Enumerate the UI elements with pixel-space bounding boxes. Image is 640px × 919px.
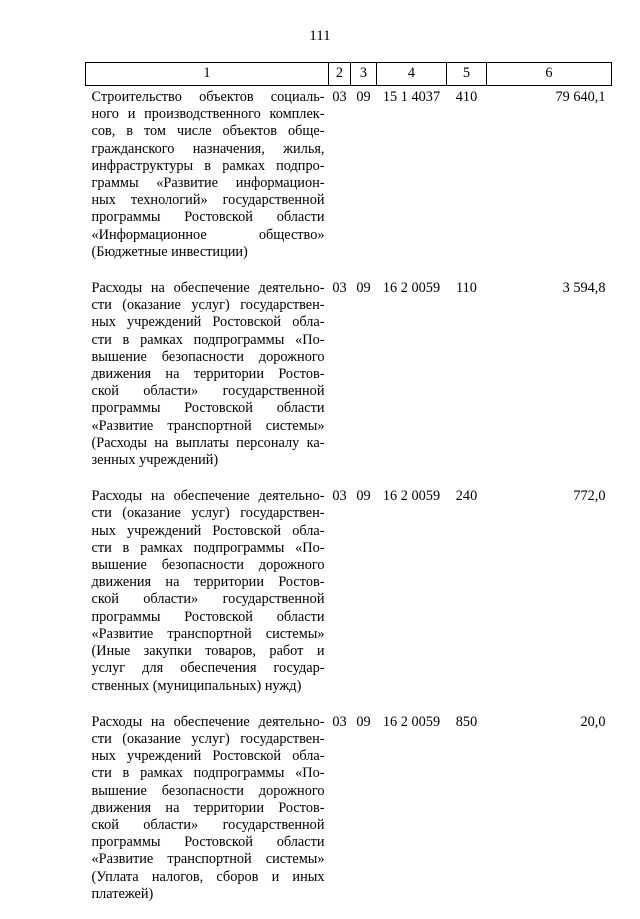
row-subsection-code: 09: [356, 488, 371, 505]
row-description: [86, 711, 329, 919]
description-line: граммы «Развитие информацион-: [91, 175, 325, 192]
description-line: «Развитие транспортной системы»: [91, 417, 325, 434]
description-line: (Иные закупки товаров, работ и: [91, 643, 325, 660]
row-subsection-code: 09: [356, 89, 371, 105]
row-section-code: 03: [332, 488, 347, 505]
description-line: программы Ростовской области: [91, 834, 325, 851]
header-col-1: 1: [86, 63, 329, 86]
description-line: услуг для обеспечения государ-: [91, 660, 325, 677]
description-line: (Бюджетные инвестиции): [91, 243, 248, 260]
description-line: сти (оказание услуг) государствен-: [91, 730, 325, 747]
table-header-row: [86, 63, 612, 86]
description-line: ской области» государственной: [91, 591, 325, 608]
description-line: зенных учреждений): [91, 452, 219, 469]
row-amount: 20,0: [580, 713, 606, 730]
description-line: сти (оказание услуг) государствен-: [91, 297, 325, 314]
table-row: [86, 86, 612, 278]
table-body: [86, 86, 612, 919]
description-line: Расходы на обеспечение деятельно-: [91, 280, 325, 297]
header-col-3: 3: [351, 63, 377, 86]
row-section-code: 03: [332, 280, 347, 297]
row-target-article-code: 15 1 4037: [382, 89, 441, 105]
description-line: программы Ростовской области: [91, 209, 325, 226]
table-row: [86, 277, 612, 485]
description-line: «Развитие транспортной системы»: [91, 625, 325, 642]
row-target-article-code: 16 2 0059: [382, 280, 441, 297]
row-description: [86, 277, 329, 485]
description-line: сти (оказание услуг) государствен-: [91, 505, 325, 522]
description-line: сти в рамках подпрограммы «По-: [91, 539, 325, 556]
description-line: сти в рамках подпрограммы «По-: [91, 331, 325, 348]
description-line: (Расходы на выплаты персоналу ка-: [91, 434, 325, 451]
header-col-4: 4: [377, 63, 447, 86]
description-line: ных учреждений Ростовской обла-: [91, 314, 325, 331]
description-line: ных учреждений Ростовской обла-: [91, 748, 325, 765]
description-line: ственных (муниципальных) нужд): [91, 677, 302, 694]
description-line: ных технологий» государственной: [91, 192, 325, 209]
header-col-6: 6: [487, 63, 612, 86]
row-subsection-code: 09: [356, 713, 371, 730]
row-expense-type-code: 410: [455, 89, 478, 105]
description-line: ской области» государственной: [91, 816, 325, 833]
description-line: движения на территории Ростов-: [91, 366, 325, 383]
row-expense-type-code: 110: [456, 280, 477, 297]
description-line: ской области» государственной: [91, 383, 325, 400]
description-line: сов, в том числе объектов обще-: [91, 123, 325, 140]
description-line: вышение безопасности дорожного: [91, 348, 325, 365]
row-description: [86, 86, 329, 278]
budget-table: [85, 62, 612, 919]
description-line: «Информационное общество»: [91, 226, 325, 243]
description-line: вышение безопасности дорожного: [91, 782, 325, 799]
description-line: Расходы на обеспечение деятельно-: [91, 488, 325, 505]
description-line: сти в рамках подпрограммы «По-: [91, 765, 325, 782]
table-row: [86, 711, 612, 919]
table-row: [86, 485, 612, 710]
row-amount: 772,0: [573, 488, 606, 505]
description-line: «Развитие транспортной системы»: [91, 851, 325, 868]
description-line: Расходы на обеспечение деятельно-: [91, 713, 325, 730]
description-line: Строительство объектов социаль-: [91, 89, 325, 105]
description-line: ных учреждений Ростовской обла-: [91, 522, 325, 539]
row-amount: 3 594,8: [562, 280, 606, 297]
row-section-code: 03: [332, 89, 347, 105]
row-section-code: 03: [332, 713, 347, 730]
row-subsection-code: 09: [356, 280, 371, 297]
description-line: гражданского назначения, жилья,: [91, 140, 325, 157]
description-line: платежей): [91, 885, 154, 902]
description-line: программы Ростовской области: [91, 608, 325, 625]
description-line: инфраструктуры в рамках подпро-: [91, 157, 325, 174]
description-line: движения на территории Ростов-: [91, 574, 325, 591]
row-expense-type-code: 240: [455, 488, 478, 505]
description-line: программы Ростовской области: [91, 400, 325, 417]
header-col-5: 5: [447, 63, 487, 86]
description-line: движения на территории Ростов-: [91, 799, 325, 816]
row-amount: 79 640,1: [555, 89, 606, 105]
description-line: вышение безопасности дорожного: [91, 557, 325, 574]
row-target-article-code: 16 2 0059: [382, 488, 441, 505]
page-number: 111: [309, 28, 331, 44]
row-expense-type-code: 850: [455, 713, 478, 730]
description-line: (Уплата налогов, сборов и иных: [91, 868, 325, 885]
row-description: [86, 485, 329, 710]
header-col-2: 2: [329, 63, 351, 86]
row-target-article-code: 16 2 0059: [382, 713, 441, 730]
description-line: ного и производственного комплек-: [91, 106, 325, 123]
